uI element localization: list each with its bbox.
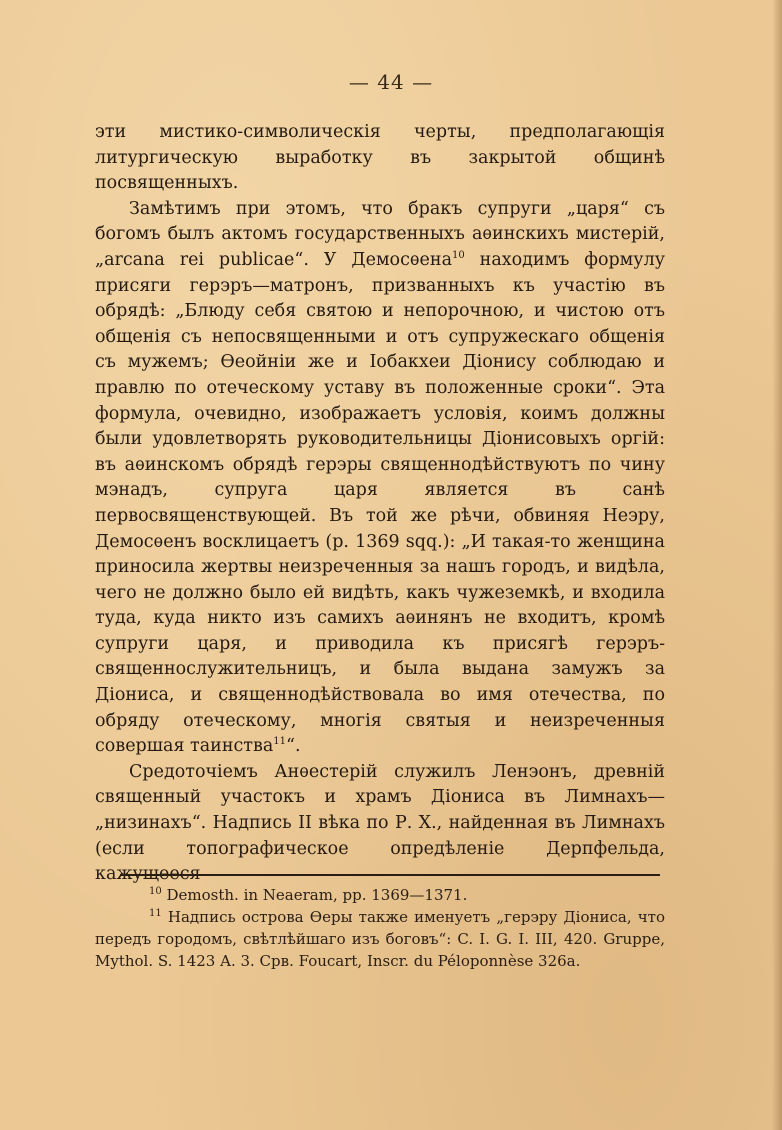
footnote-ref-11: 11: [273, 736, 286, 748]
paragraph-3-text: Средоточіемъ Анѳестерій служилъ Ленэонъ, древній священный участокъ и храмъ Діониса въ Лимнахъ—„низинахъ“. Надпись II вѣка по Р. Х., найденная въ Лимнахъ (если топографическое опредѣленіе Дерпфельда, кажущееся: [95, 761, 665, 885]
footnotes: [95, 884, 665, 972]
paragraph-2-text-cont: находимъ формулу присяги герэръ—матронъ, призванныхъ къ участію въ обрядѣ: „Блюду себя святою и непорочною, и чистою отъ общенія съ непосвященными и отъ супружескаго общенія съ мужемъ; Ѳеойніи же и Іобакхеи Діонису соблюдаю и правлю по отеческому уставу въ положенные сроки“. Эта формула, очевидно, изображаетъ условія, коимъ должны были удовлетворять руководительницы Діонисовыхъ оргій: въ аѳинскомъ обрядѣ герэры священнодѣйствуютъ по чину мэнадъ, супруга царя является въ санѣ первосвященствующей. Въ той же рѣчи, обвиняя Неэру, Демосѳенъ восклицаетъ (р. 1369 sqq.): „И такая-то женщина приносила жертвы неизреченныя за нашъ городъ, и видѣла, чего не должно было ей видѣть, какъ чужеземкѣ, и входила туда, куда никто изъ самихъ аѳинянъ не входитъ, кромѣ супруги царя, и приводила къ присягѣ герэръ-священнослужительницъ, и была выдана замужъ за Діониса, и священнодѣйствовала во имя отечества, по обряду отеческому, многія святыя и неизреченныя совершая таинства: [95, 249, 666, 757]
paragraph-2: [95, 197, 665, 760]
paragraph-1: [95, 120, 665, 197]
footnote-10: [95, 884, 665, 906]
paragraph-2-text-end: “.: [286, 736, 301, 757]
footnote-number: 10: [149, 886, 162, 897]
paragraph-2-text: Замѣтимъ при этомъ, что бракъ супруги „царя“ съ богомъ былъ актомъ государственныхъ аѳинскихъ мистерій, „arcana rei publicae“. У Демосѳена: [95, 198, 665, 270]
footnote-text: Надпись острова Ѳеры также именуетъ „герэру Діониса, что передъ городомъ, свѣтлѣйшаго изъ боговъ“: C. I. G. I. III, 420. Gruppe, Mythol. S. 1423 A. 3. Срв. Foucart, Inscr. du Péloponnèse 326a.: [95, 908, 665, 970]
footnote-text: Demosth. in Neaeram, pp. 1369—1371.: [161, 886, 468, 904]
paragraph-1-text: эти мистико-символическія черты, предполагающія литургическую выработку въ закрытой общинѣ посвященныхъ.: [95, 122, 665, 194]
footnote-number: 11: [149, 908, 162, 919]
footnote-divider: [120, 874, 660, 876]
footnote-ref-10: 10: [452, 250, 465, 262]
paragraph-3: [95, 760, 665, 888]
page-edge-shadow: [772, 0, 782, 1130]
page-number: — 44 —: [348, 70, 434, 94]
footnote-11: [95, 906, 665, 972]
main-text: [95, 120, 665, 888]
